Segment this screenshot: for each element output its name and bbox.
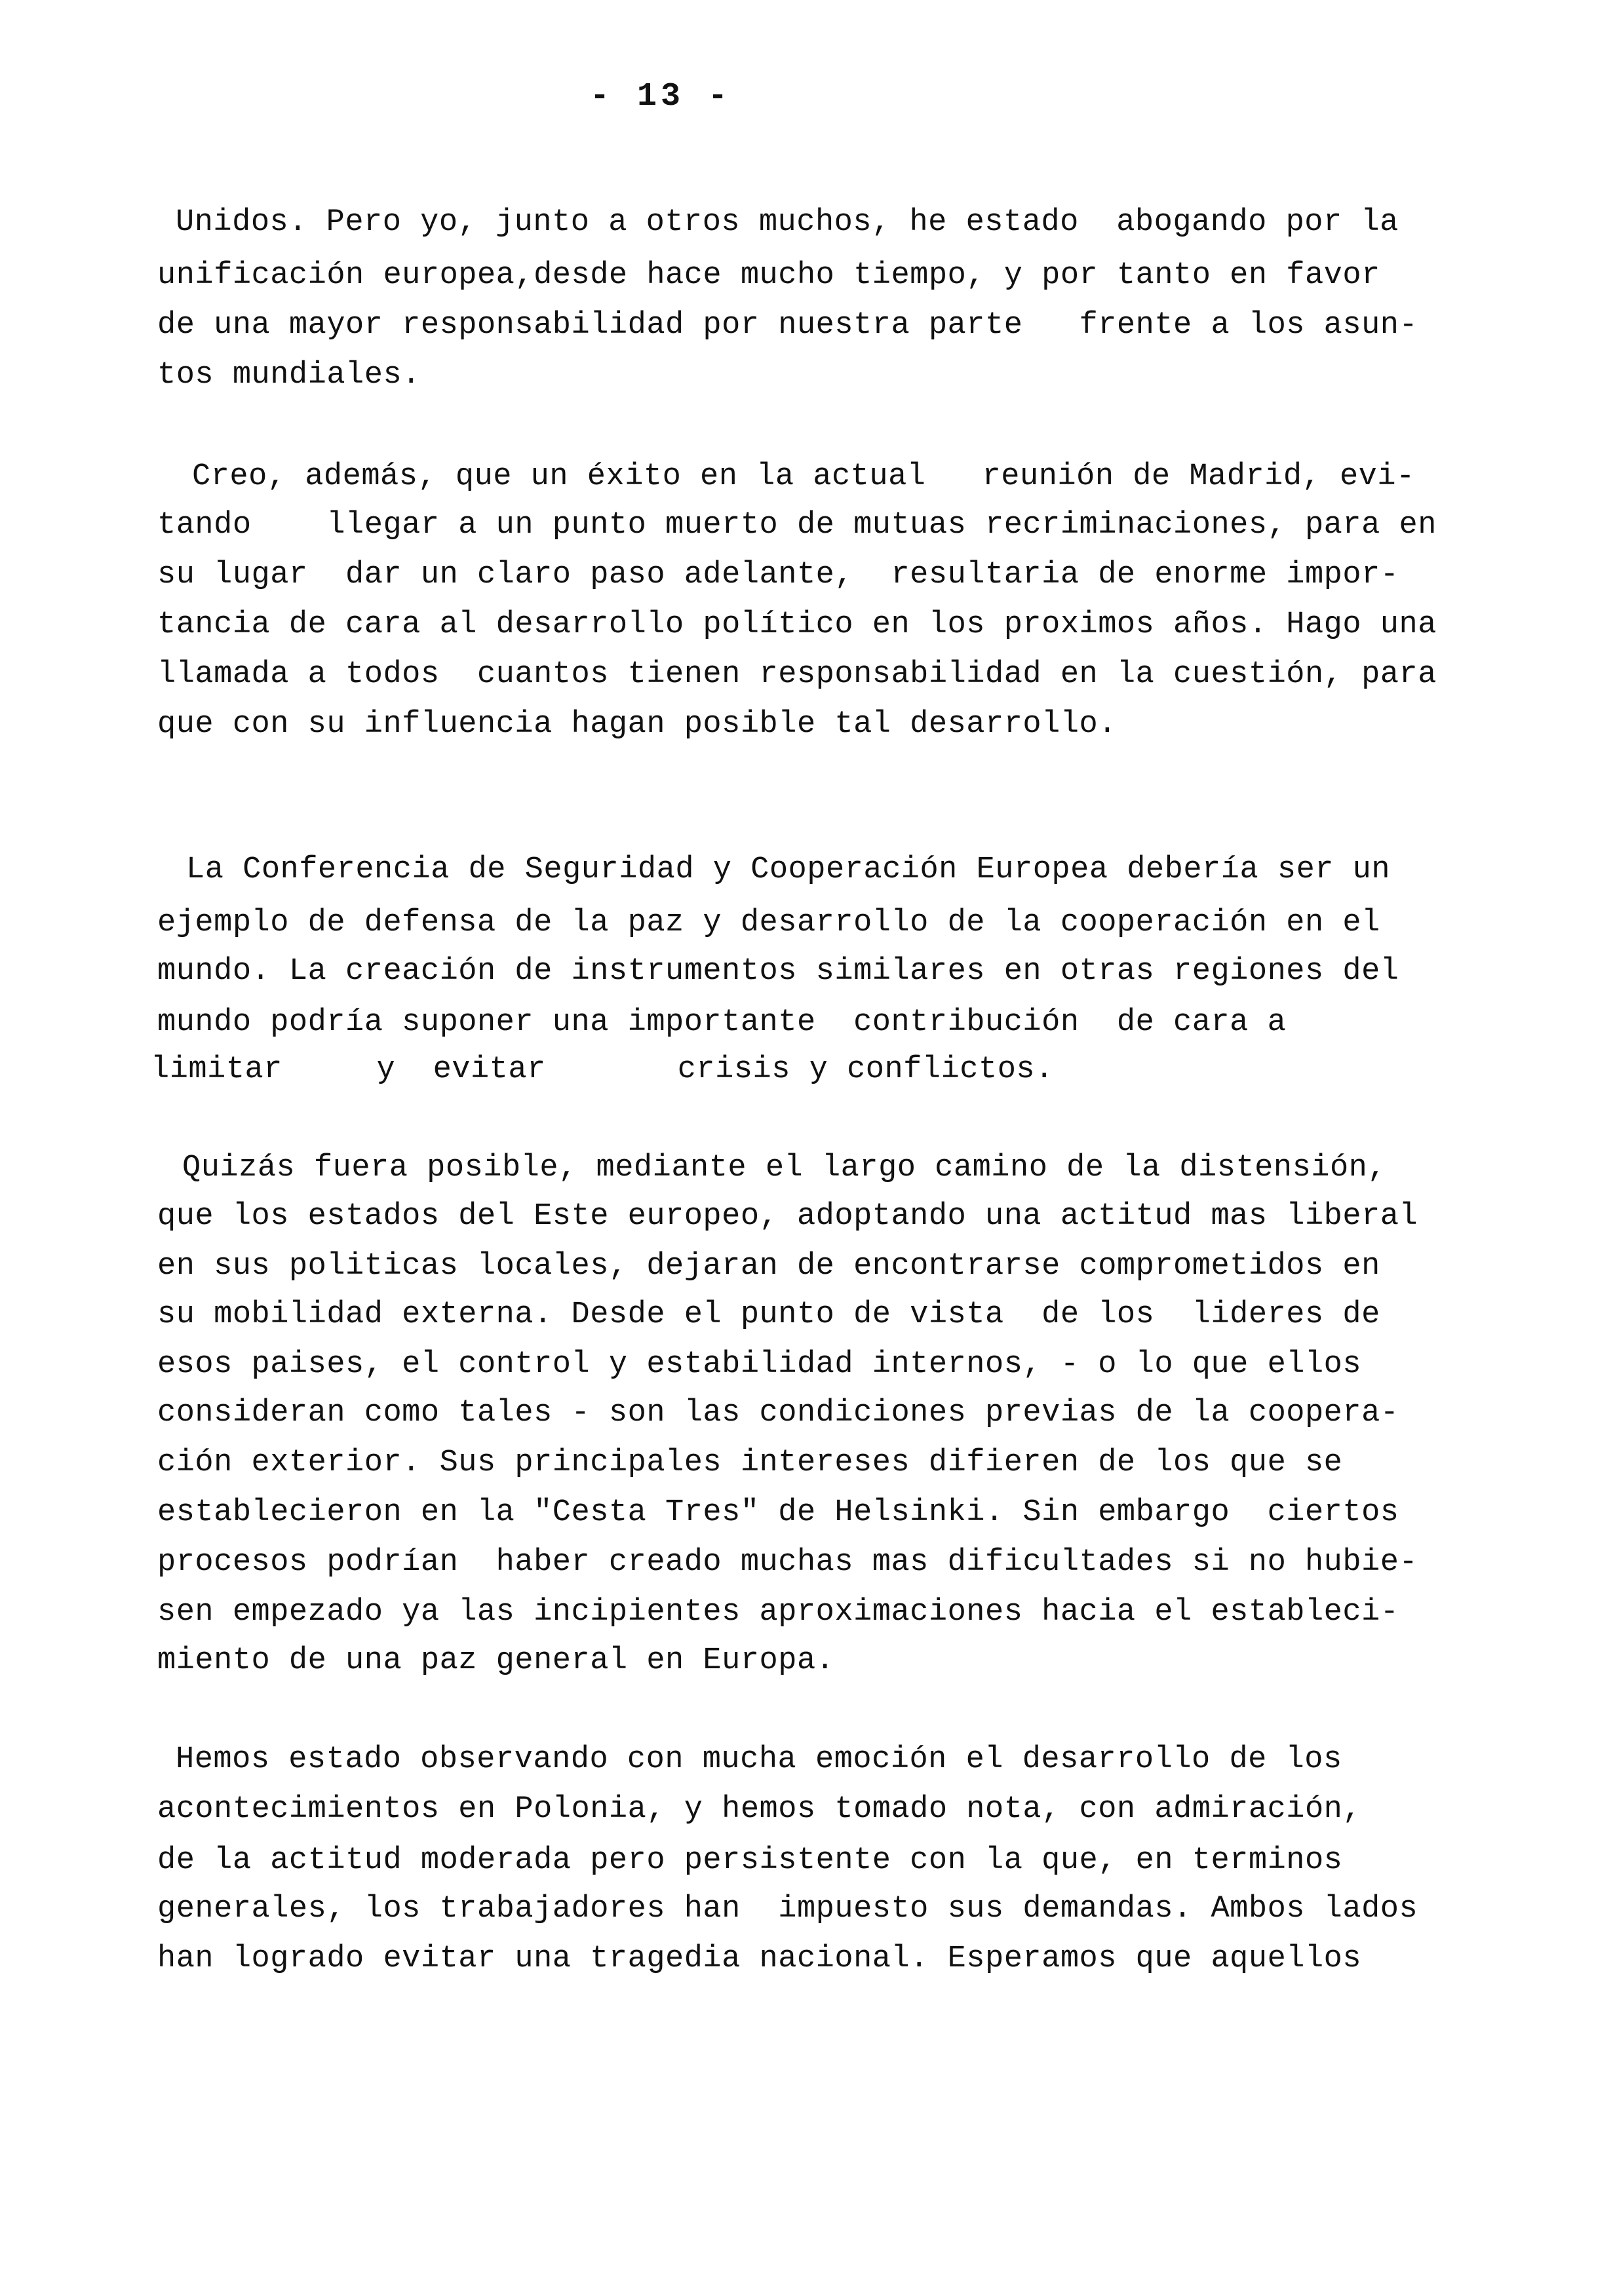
text-line: sen empezado ya las incipientes aproximaciones hacia el estableci-: [157, 1595, 1399, 1630]
text-line: de la actitud moderada pero persistente con la que, en terminos: [157, 1843, 1343, 1878]
text-line: miento de una paz general en Europa.: [157, 1643, 835, 1678]
text-line: unificación europea,desde hace mucho tiempo, y por tanto en favor: [157, 258, 1380, 293]
text-line: han logrado evitar una tragedia nacional. Esperamos que aquellos: [157, 1942, 1362, 1976]
text-line: tos mundiales.: [157, 358, 421, 392]
text-line: Creo, además, que un éxito en la actual reunión de Madrid, evi-: [192, 459, 1415, 494]
text-line: llamada a todos cuantos tienen responsabilidad en la cuestión, para: [157, 657, 1437, 692]
text-line: ción exterior. Sus principales intereses difieren de los que se: [157, 1445, 1343, 1480]
text-line: mundo podría suponer una importante contribución de cara a: [157, 1005, 1287, 1040]
page-number: - 13 -: [590, 78, 732, 115]
text-line: de una mayor responsabilidad por nuestra parte frente a los asun-: [157, 308, 1418, 343]
text-line: su mobilidad externa. Desde el punto de vista de los lideres de: [157, 1297, 1380, 1332]
text-line: generales, los trabajadores han impuesto sus demandas. Ambos lados: [157, 1892, 1418, 1926]
text-line: esos paises, el control y estabilidad internos, - o lo que ellos: [157, 1347, 1362, 1382]
text-line: mundo. La creación de instrumentos similares en otras regiones del: [157, 954, 1399, 989]
text-line: que los estados del Este europeo, adoptando una actitud mas liberal: [157, 1199, 1418, 1234]
text-line: en sus politicas locales, dejaran de encontrarse comprometidos en: [157, 1249, 1380, 1284]
text-line: limitar y evitar crisis y conflictos.: [151, 1052, 1054, 1087]
text-line: acontecimientos en Polonia, y hemos tomado nota, con admiración,: [157, 1792, 1362, 1827]
text-line: su lugar dar un claro paso adelante, resultaria de enorme impor-: [157, 558, 1399, 592]
text-line: Quizás fuera posible, mediante el largo camino de la distensión,: [182, 1151, 1387, 1185]
text-line: procesos podrían haber creado muchas mas dificultades si no hubie-: [157, 1545, 1418, 1580]
text-line: tando llegar a un punto muerto de mutuas recriminaciones, para en: [157, 508, 1437, 543]
text-line: tancia de cara al desarrollo político en los proximos años. Hago una: [157, 607, 1437, 642]
text-line: consideran como tales - son las condiciones previas de la coopera-: [157, 1396, 1399, 1430]
text-line: Hemos estado observando con mucha emoción el desarrollo de los: [176, 1742, 1342, 1777]
text-line: ejemplo de defensa de la paz y desarrollo de la cooperación en el: [157, 906, 1380, 940]
text-line: Unidos. Pero yo, junto a otros muchos, he estado abogando por la: [176, 205, 1399, 240]
text-line: que con su influencia hagan posible tal desarrollo.: [157, 707, 1117, 742]
text-line: La Conferencia de Seguridad y Cooperación Europea debería ser un: [186, 852, 1391, 887]
text-line: establecieron en la "Cesta Tres" de Helsinki. Sin embargo ciertos: [157, 1495, 1399, 1530]
